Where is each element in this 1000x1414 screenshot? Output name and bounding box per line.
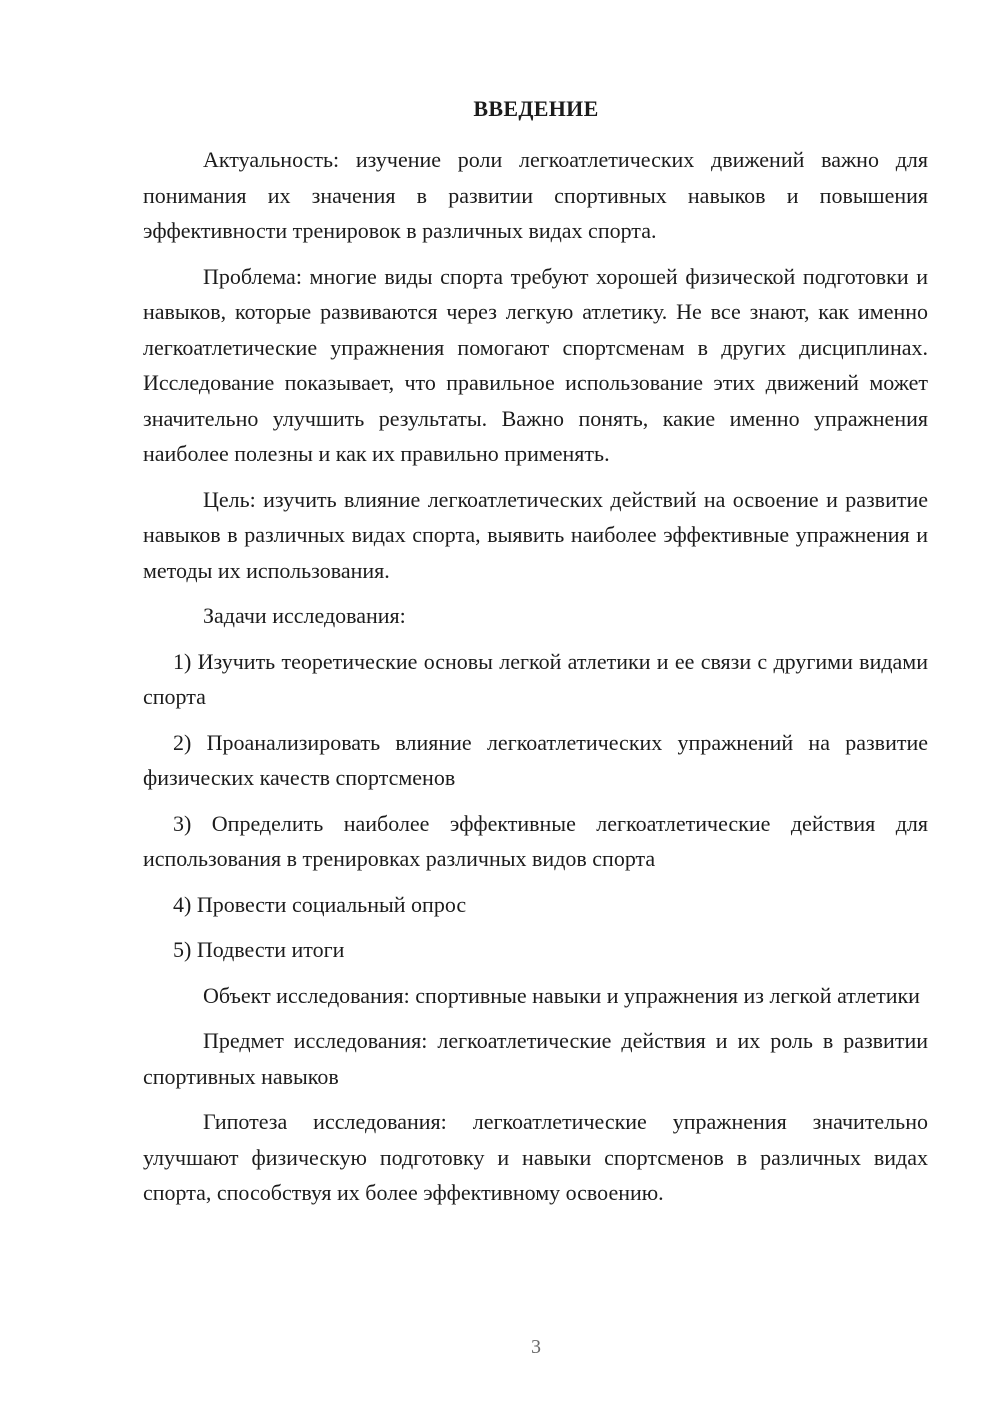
document-body <box>143 142 928 1211</box>
task-item-4: 4) Провести социальный опрос <box>173 891 467 917</box>
task-item-1: 1) Изучить теоретические основы легкой атлетики и ее связи с другими видами спорта <box>143 648 928 709</box>
task-item-2: 2) Проанализировать влияние легкоатлетических упражнений на развитие физических качеств спортсменов <box>143 729 928 790</box>
page-number: 3 <box>531 1336 541 1358</box>
object-paragraph: Объект исследования: спортивные навыки и упражнения из легкой атлетики <box>203 982 920 1008</box>
hypothesis-paragraph: Гипотеза исследования: легкоатлетические упражнения значительно улучшают физическую подготовку и навыки спортсменов в различных видах спорта, способствуя их более эффективному освоению. <box>143 1109 928 1205</box>
goal-paragraph: Цель: изучить влияние легкоатлетических действий на освоение и развитие навыков в различных видах спорта, выявить наиболее эффективные упражнения и методы их использования. <box>143 486 928 583</box>
tasks-heading: Задачи исследования: <box>203 603 406 628</box>
task-item-3: 3) Определить наиболее эффективные легкоатлетические действия для использования в тренировках различных видов спорта <box>143 810 928 871</box>
task-item-5: 5) Подвести итоги <box>173 937 345 962</box>
subject-paragraph: Предмет исследования: легкоатлетические действия и их роль в развитии спортивных навыков <box>143 1028 928 1089</box>
relevance-paragraph: Актуальность: изучение роли легкоатлетических движений важно для понимания их значения в развитии спортивных навыков и повышения эффективности тренировок в различных видах спорта. <box>143 147 928 243</box>
page-title: ВВЕДЕНИЕ <box>473 96 599 121</box>
problem-paragraph: Проблема: многие виды спорта требуют хорошей физической подготовки и навыков, которые развиваются через легкую атлетику. Не все знают, как именно легкоатлетические упражнения помогают спортсменам в других дисциплинах. Исследование показывает, что правильное использование этих движений может значительно улучшить результаты. Важно понять, какие именно упражнения наиболее полезны и как их правильно применять. <box>143 263 928 466</box>
